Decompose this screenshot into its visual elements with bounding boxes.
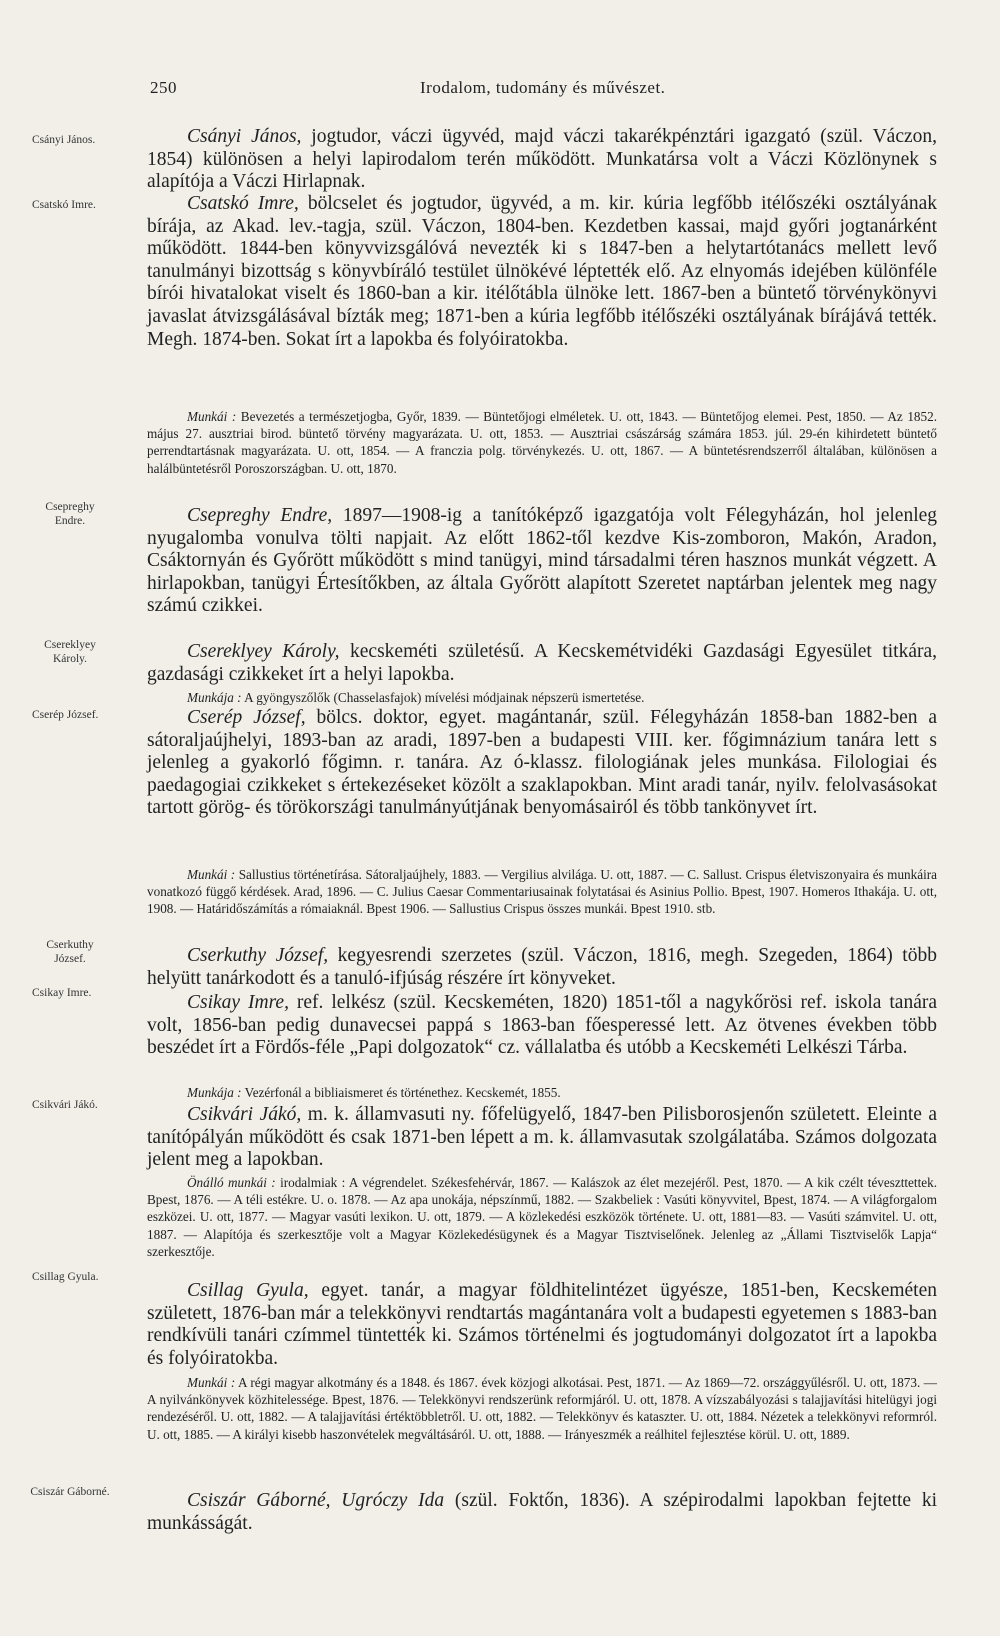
entry-lead: Csillag Gyula,: [187, 1280, 309, 1301]
works-lead: Munkája :: [187, 690, 242, 705]
entry-csikay: [147, 992, 937, 1060]
entry-csepreghy: [147, 505, 937, 618]
page-number: 250: [150, 78, 177, 97]
entry-cserep: [147, 707, 937, 820]
margin-name-cserkuthy: Cserkuthy József.: [46, 939, 94, 965]
works-csikay: [147, 1084, 937, 1101]
entry-text: egyet. tanár, a magyar földhitelintézet ügyésze, 1851-ben, Kecskeméten született, 1876-ban már a telekkönyvi rendtartás magántanára volt a budapesti egyetemen s 1883-ban rendkívüli tanári czímmel tüntették ki. Számos történelmi és jogtudományi dolgozatot írt a lapokba és folyóiratokba.: [147, 1280, 937, 1369]
margin-name-cserep: Cserép József.: [32, 709, 99, 721]
margin-name-csatsko: Csatskó Imre.: [32, 199, 96, 211]
entry-csatsko: [147, 193, 937, 351]
entry-cserkuthy: [147, 945, 937, 990]
works-cserep: [147, 866, 937, 918]
entry-lead: Csiszár Gáborné, Ugróczy Ida: [187, 1490, 445, 1511]
works-csatsko: [147, 408, 937, 477]
entry-csillag: [147, 1280, 937, 1370]
margin-name-csikay: Csikay Imre.: [32, 987, 92, 999]
margin-name-csanyi: Csányi János.: [32, 134, 96, 146]
margin-name-csikvari: Csikvári Jákó.: [32, 1099, 98, 1111]
margin-name-csereklyey: Csereklyey Károly.: [44, 639, 96, 665]
works-lead: Munkája :: [187, 1085, 242, 1100]
margin-name-csillag: Csillag Gyula.: [32, 1271, 99, 1283]
works-csereklyey: [147, 689, 937, 706]
entry-lead: Cserkuthy József,: [187, 945, 329, 966]
works-text: Bevezetés a természetjogba, Győr, 1839. — Büntetőjogi elméletek. U. ott, 1843. — Büntetőjog elemei. Pest, 1850. — Az 1852. május 27. ausztriai birod. büntető törvény magyarázata. U. ott, 1853. — Ausztriai császárság számára 1853. júl. 29-én kihirdetett büntető perrendtartásnak magyarázata. U. ott, 1854. — A franczia polg. törvénykezés. U. ott, 1867. — A büntetésrendszerről általában, különösen a halálbüntetésről Poroszországban. U. ott, 1870.: [147, 409, 938, 476]
entry-text: m. k. államvasuti ny. főfelügyelő, 1847-ben Pilisborosjenőn született. Eleinte a tanítópályán működött és csak 1871-ben lépett a m. k. államvasutak szolgálatába. Számos dolgozata jelent meg a lapokban.: [147, 1104, 938, 1171]
margin-name-csepreghy: Csepreghy Endre.: [45, 501, 95, 527]
entry-lead: Csikvári Jákó,: [187, 1104, 302, 1125]
works-lead: Munkái :: [187, 1375, 236, 1390]
entry-lead: Cserép József,: [187, 707, 306, 728]
works-text: Sallustius történetírása. Sátoraljaújhely, 1883. — Vergilius alvilága. U. ott, 1887. — C. Sallust. Crispus életviszonyaira és munkáira vonatkozó függő kérdések. Arad, 1896. — C. Julius Caesar Commentariusainak folytatásai és Asinius Pollio. Bpest, 1907. Homeros Ithakája. U. ott, 1908. — Határidőszámítás a rómaiaknál. Bpest 1906. — Sallustius Crispus összes munkái. Bpest 1910. stb.: [147, 867, 937, 917]
entry-lead: Csereklyey Károly,: [187, 641, 340, 662]
margin-name-csiszar: Csiszár Gáborné.: [30, 1486, 110, 1498]
works-text: A régi magyar alkotmány és a 1848. és 1867. évek közjogi alkotásai. Pest, 1871. — Az 1869—72. országgyűlésről. U. ott, 1873. — A nyilvánkönyvek közhitelessége. Bpest, 1876. — Telekkönyvi rendszerünk reformjáról. U. ott, 1878. A vízszabályozási s talajjavítási hitelügyi jogi rendezéséről. U. ott, 1882. — A talajjavítási értéktöbbletről. U. ott, 1882. — Telekkönyv és kataszter. U. ott, 1884. Nézetek a telekkönyvi reformról. U. ott, 1885. — A királyi kisebb haszonvételek megváltásáról. U. ott, 1888. — Irányeszmék a reálhitel fejlesztése körül. U. ott, 1889.: [147, 1375, 937, 1442]
entry-text: 1897—1908-ig a tanítóképző igazgatója volt Félegyházán, hol jelenleg nyugalomba vonulva tölti napjait. Az előtt 1862-től kezdve Kis-zomboron, Makón, Aradon, Csáktornyán és Győrött működött s mind tanügyi, mind társadalmi téren hasznos munkát végzett. A hirlapokban, tanügyi Értesítőkben, az általa Győrött alapított Szeretet naptárban jelentek meg nagy számú czikkei.: [147, 505, 938, 617]
entry-text: kegyesrendi szerzetes (szül. Váczon, 1816, megh. Szegeden, 1864) több helyütt tanárkodott és a tanuló-ifjúság részére írt könyveket.: [147, 945, 937, 989]
running-title: Irodalom, tudomány és művészet.: [420, 78, 666, 97]
entry-text: ref. lelkész (szül. Kecskeméten, 1820) 1851-től a nagykőrösi ref. iskola tanára volt, 1856-ban pedig dunavecsei pappá s 1863-ban főesperessé lett. Az ötvenes években több beszédet írt a Fördős-féle „Papi dolgozatok“ cz. vállalatba és utóbb a Kecskeméti Lelkészi Tárba.: [147, 992, 938, 1059]
entry-text: bölcselet és jogtudor, ügyvéd, a m. kir. kúria legfőbb itélőszéki osztályának bírája, az Akad. lev.-tagja, szül. Váczon, 1804-ben. Kezdetben kassai, majd győri jogtanárként működött. 1844-ben könyvvizsgálóvá nevezték ki s 1847-ben a helytartótanács mellett levő tanulmányi bizottság s könyvbíráló testület ülnökévé léptették elő. Az elnyomás idejében különféle bírói hivatalokat viselt és 1860-ban a kir. itélőtábla ülnöke lett. 1867-ben a büntető törvénykönyvi javaslat átvizsgálásával bízták meg; 1871-ben a kúria legfőbb itélőszéki osztályának bírájává tették. Megh. 1874-ben. Sokat írt a lapokba és folyóiratokba.: [147, 193, 937, 350]
entry-lead: Csányi János,: [187, 126, 302, 147]
works-csikvari: [147, 1174, 937, 1260]
entry-text: kecskeméti születésű. A Kecskemétvidéki Gazdasági Egyesület titkára, gazdasági czikkeket írt a helyi lapokba.: [147, 641, 937, 685]
entry-lead: Csikay Imre,: [187, 992, 289, 1013]
entry-csikvari: [147, 1104, 937, 1172]
entry-lead: Csepreghy Endre,: [187, 505, 333, 526]
works-lead: Önálló munkái :: [187, 1175, 276, 1190]
works-lead: Munkái :: [187, 409, 237, 424]
entry-text: bölcs. doktor, egyet. magántanár, szül. Félegyházán 1858-ban 1882-ben a sátoraljaújhelyi, 1893-ban az aradi, 1897-ben a budapesti VIII. ker. főgimnázium tanára lett s jelenleg a gyakorló főgimn. r. tanára. Az ó-klassz. filologiának jeles munkása. Filologiai és paedagogiai czikkeket s értekezéseket közölt a szaklapokban. Mint aradi tanár, nyilv. felolvasásokat tartott görög- és törökországi tanulmányútjának benyomásairól és több tankönyvet írt.: [147, 707, 938, 819]
works-csillag: [147, 1374, 937, 1443]
entry-csanyi: [147, 126, 937, 194]
entry-text: (szül. Foktőn, 1836). A szépirodalmi lapokban fejtette ki munkásságát.: [147, 1490, 937, 1534]
works-text: Vezérfonál a bibliaismeret és történethez. Kecskemét, 1855.: [244, 1085, 561, 1100]
works-text: A gyöngyszőlők (Chasselasfajok) mívelési módjainak népszerü ismertetése.: [244, 690, 645, 705]
works-text: irodalmiak : A végrendelet. Székesfehérvár, 1867. — Kalászok az élet mezejéről. Pest, 1870. — A kik czélt téveszttettek. Bpest, 1876. — A téli estékre. U. o. 1878. — Az apa unokája, népszínmű, 1882. — Szakbeliek : Vasúti könyvvitel, Bpest, 1874. — A világforgalom eszközei. U. ott, 1877. — Magyar vasúti lexikon. U. ott, 1879. — A közlekedési eszközök története. U. ott, 1881—83. — Vasúti számvitel. U. ott, 1887. — Alapítója és szerkesztője volt a Magyar Közlekedésügynek és a Magyar Tisztviselőnek. Jelenleg az „Állami Tisztviselők Lapja“ szerkesztője.: [147, 1175, 937, 1259]
works-lead: Munkái :: [187, 867, 236, 882]
entry-csiszar: [147, 1490, 937, 1535]
entry-csereklyey: [147, 641, 937, 686]
entry-lead: Csatskó Imre,: [187, 193, 299, 214]
entry-text: jogtudor, váczi ügyvéd, majd váczi takarékpénztári igazgató (szül. Váczon, 1854) különösen a helyi lapirodalom terén működött. Munkatársa volt a Váczi Közlönynek s alapítója a Váczi Hirlapnak.: [147, 126, 937, 193]
